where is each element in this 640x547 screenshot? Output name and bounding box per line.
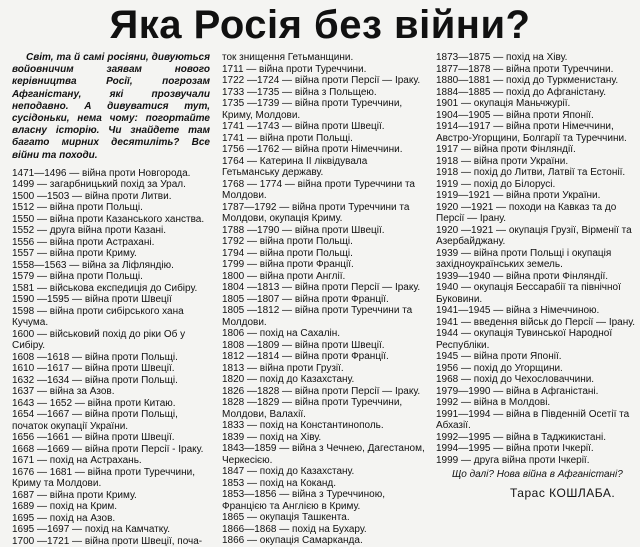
chronology-entry: 1600 — військовий похід до ріки Об у Сибіру.: [12, 328, 186, 352]
chronology-entry: 1884—1885 — похід до Афганістану.: [436, 86, 606, 98]
intro-paragraph: Світ, та й самі росіяни, дивуються войовничим заявам нового керівництва Росії, погрозам Афганістану, які прозвучали неподавно. А дивуватися тут, сусідоньки, нема чому: погортайте власну історію. Чи знайдете там багато мирних десятиліть? Все війни та походи.: [12, 52, 210, 161]
chronology-entry: 1866—1868 — похід на Бухару.: [222, 523, 367, 535]
chronology-entry: 1735 —1739 — війна проти Туреччини, Криму, Молдови.: [222, 98, 403, 121]
closing-question: Що далі? Нова війна в Афганістані?: [452, 469, 623, 480]
chronology-entry: 1808 —1809 — війна проти Швеції.: [222, 339, 385, 351]
chronology-entry: 1581 — військова експедиція до Сибіру.: [12, 282, 198, 294]
chronology-entry: 1833 — похід на Константинополь.: [222, 420, 384, 431]
chronology-entry: 1853 — похід на Коканд.: [222, 477, 337, 489]
chronology-entry: 1939 — війна проти Польщі і окупація західноукраїнських земель.: [436, 247, 612, 270]
chronology-entry: 1558—1563 — війна за Ліфляндію.: [12, 259, 174, 271]
chronology-entry: 1812 —1814 — війна проти Франції.: [222, 351, 389, 362]
chronology-entry: 1805 —1807 — війна проти Франції.: [222, 293, 389, 305]
chronology-entry: 1992—1995 — війна в Таджикистані.: [436, 431, 606, 443]
chronology-entry: 1741 —1743 — війна проти Швеції.: [222, 121, 385, 132]
chronology-entry: 1792 — війна проти Польщі.: [222, 236, 353, 247]
chronology-entry: 1756 —1762 — війна проти Німеччини.: [222, 144, 403, 155]
chronology-entry: 1788 —1790 — війна проти Швеції.: [222, 224, 385, 236]
chronology-entry: 1711 — війна проти Туреччини.: [222, 63, 367, 75]
chronology-entry: 1991—1994 — війна в Південній Осетії та Абхазії.: [436, 408, 630, 431]
chronology-entry: 1873—1875 — похід на Хіву.: [436, 52, 568, 63]
chronology-entry: 1794 — війна проти Польщі.: [222, 247, 353, 259]
chronology-entry: 1956 — похід до Угорщини.: [436, 362, 563, 374]
chronology-entry: 1901 — окупація Маньчжурії.: [436, 98, 571, 109]
chronology-entry: 1557 — війна проти Криму.: [12, 248, 137, 260]
author-signature: Тарас КОШЛАБА.: [510, 486, 616, 500]
chronology-entry: 1632 —1634 — війна проти Польщі.: [12, 374, 178, 386]
chronology-entry: 1853—1856 — війна з Туреччиною, Францією та Англією в Криму.: [222, 489, 385, 512]
chronology-entry: 1643 — 1652 — війна проти Китаю.: [12, 397, 176, 409]
chronology-entry: 1700 —1721 — війна проти Швеції, поча-: [12, 535, 203, 547]
chronology-entry: 1866 — окупація Самарканда.: [222, 535, 363, 546]
chronology-entry: 1918 — війна проти України.: [436, 155, 569, 167]
chronology-entry: 1695 — похід на Азов.: [12, 512, 116, 524]
chronology-entry: 1804 —1813 — війна проти Персії — Іраку.: [222, 282, 421, 293]
chronology-entry: 1919—1921 — війна проти України.: [436, 190, 601, 201]
chronology-list-1: [12, 168, 210, 547]
chronology-entry: 1722 —1724 — війна проти Персії — Іраку.: [222, 75, 421, 86]
chronology-entry: ток знищення Гетьманщини.: [222, 52, 354, 63]
chronology-entry: 1598 — війна проти сибірського хана Кучума.: [12, 305, 184, 329]
chronology-entry: 1904—1905 — війна проти Японії.: [436, 109, 594, 121]
chronology-entry: 1552 — друга війна проти Казані.: [12, 225, 167, 237]
chronology-entry: 1579 — війна проти Польщі.: [12, 271, 143, 283]
chronology-entry: 1865 — окупація Ташкента.: [222, 512, 350, 523]
chronology-entry: 1880—1881 — похід до Туркменистану.: [436, 75, 619, 86]
chronology-entry: 1800 — війна проти Англії.: [222, 270, 346, 282]
chronology-entry: 1512 — війна проти Польщі.: [12, 202, 143, 214]
chronology-entry: 1637 — війна за Азов.: [12, 386, 115, 398]
chronology-entry: 1689 — похід на Крим.: [12, 501, 117, 513]
chronology-entry: 1992 — війна в Молдові.: [436, 397, 551, 408]
chronology-entry: 1828 —1829 — війна проти Туреччини, Молдови, Валахії.: [222, 397, 403, 420]
column-3: [436, 52, 636, 466]
chronology-entry: 1944 — окупація Тувинської Народної Республіки.: [436, 328, 613, 351]
chronology-entry: 1968 — похід до Чехословаччини.: [436, 374, 595, 385]
chronology-entry: 1918 — похід до Литви, Латвії та Естонії.: [436, 167, 626, 178]
chronology-entry: 1590 —1595 — війна проти Швеції: [12, 294, 172, 306]
page-title: Яка Росія без війни?: [109, 3, 531, 47]
chronology-entry: 1940 — окупація Бессарабії та північної Буковини.: [436, 282, 621, 305]
chronology-entry: 1941 — введення військ до Персії — Ірану.: [436, 316, 636, 328]
chronology-entry: 1939—1940 — війна проти Фінляндії.: [436, 270, 609, 282]
chronology-entry: 1610 —1617 — війна проти Швеції.: [12, 363, 175, 375]
chronology-entry: 1813 — війна проти Грузії.: [222, 362, 344, 374]
chronology-entry: 1919 — похід до Білорусі.: [436, 178, 556, 190]
chronology-entry: 1471—1496 — війна проти Новгорода.: [12, 167, 191, 179]
chronology-entry: 1768 — 1774 — війна проти Туреччини та Молдови.: [222, 178, 415, 201]
column-2: [222, 52, 427, 547]
column-1: [12, 52, 210, 547]
chronology-entry: 1499 — загарбницький похід за Урал.: [12, 179, 186, 191]
chronology-entry: 1787—1792 — війна проти Туреччини та Молдови, окупація Криму.: [222, 201, 410, 224]
chronology-entry: 1687 — війна проти Криму.: [12, 489, 137, 501]
chronology-list-3: [436, 52, 636, 466]
chronology-entry: 1914—1917 — війна проти Німеччини, Австро-Угорщини, Болгарії та Туреччини.: [436, 121, 627, 144]
chronology-entry: 1979—1990 — війна в Афганістані.: [436, 385, 599, 397]
chronology-entry: 1676 — 1681 — війна проти Туреччини, Криму та Молдови.: [12, 466, 195, 490]
chronology-entry: 1843—1859 — війна з Чечнею, Дагестаном, Черкесією.: [222, 443, 425, 466]
chronology-entry: 1695 —1697 — похід на Камчатку.: [12, 524, 171, 536]
chronology-entry: 1656 —1661 — війна проти Швеції.: [12, 432, 175, 444]
chronology-entry: 1668 —1669 — війна проти Персії - Іраку.: [12, 443, 204, 455]
chronology-entry: 1941—1945 — війна з Німеччиною.: [436, 305, 600, 316]
chronology-entry: 1550 — війна проти Казанського ханства.: [12, 213, 205, 225]
chronology-entry: 1500 —1503 — війна проти Литви.: [12, 190, 172, 202]
chronology-entry: 1805 —1812 — війна проти Туреччини та Молдови.: [222, 305, 413, 328]
chronology-entry: 1764 — Катерина II ліквідувала Гетьманську державу.: [222, 155, 368, 178]
chronology-entry: 1826 —1828 — війна проти Персії — Іраку.: [222, 385, 421, 397]
chronology-entry: 1608 —1618 — війна проти Польщі.: [12, 351, 178, 363]
chronology-entry: 1671 — похід на Астрахань.: [12, 455, 142, 467]
chronology-entry: 1733 —1735 — війна з Польщею.: [222, 86, 377, 98]
chronology-entry: 1820 — похід до Казахстану.: [222, 374, 355, 385]
chronology-entry: 1920 —1921 — окупація Грузії, Вірменії та Азербайджану.: [436, 224, 632, 247]
chronology-entry: 1999 — друга війна проти Ічкерії.: [436, 454, 590, 466]
chronology-entry: 1806 — похід на Сахалін.: [222, 328, 341, 339]
chronology-entry: 1920 —1921 — походи на Кавказ та до Персії — Ірану.: [436, 201, 617, 224]
chronology-entry: 1556 — війна проти Астрахані.: [12, 236, 155, 248]
chronology-list-2: [222, 52, 427, 547]
chronology-entry: 1994—1995 — війна проти Ічкерії.: [436, 443, 594, 454]
chronology-entry: 1917 — війна проти Фінляндії.: [436, 144, 576, 155]
chronology-entry: 1847 — похід до Казахстану.: [222, 466, 355, 477]
chronology-entry: 1877—1878 — війна проти Туреччини.: [436, 63, 614, 75]
chronology-entry: 1839 — похід на Хіву.: [222, 431, 322, 443]
chronology-entry: 1654 —1667 — війна проти Польщі, початок окупації України.: [12, 409, 178, 432]
chronology-entry: 1741 — війна проти Польщі.: [222, 132, 353, 144]
chronology-entry: 1945 — війна проти Японії.: [436, 351, 562, 362]
chronology-entry: 1799 — війна проти Франції.: [222, 259, 354, 270]
